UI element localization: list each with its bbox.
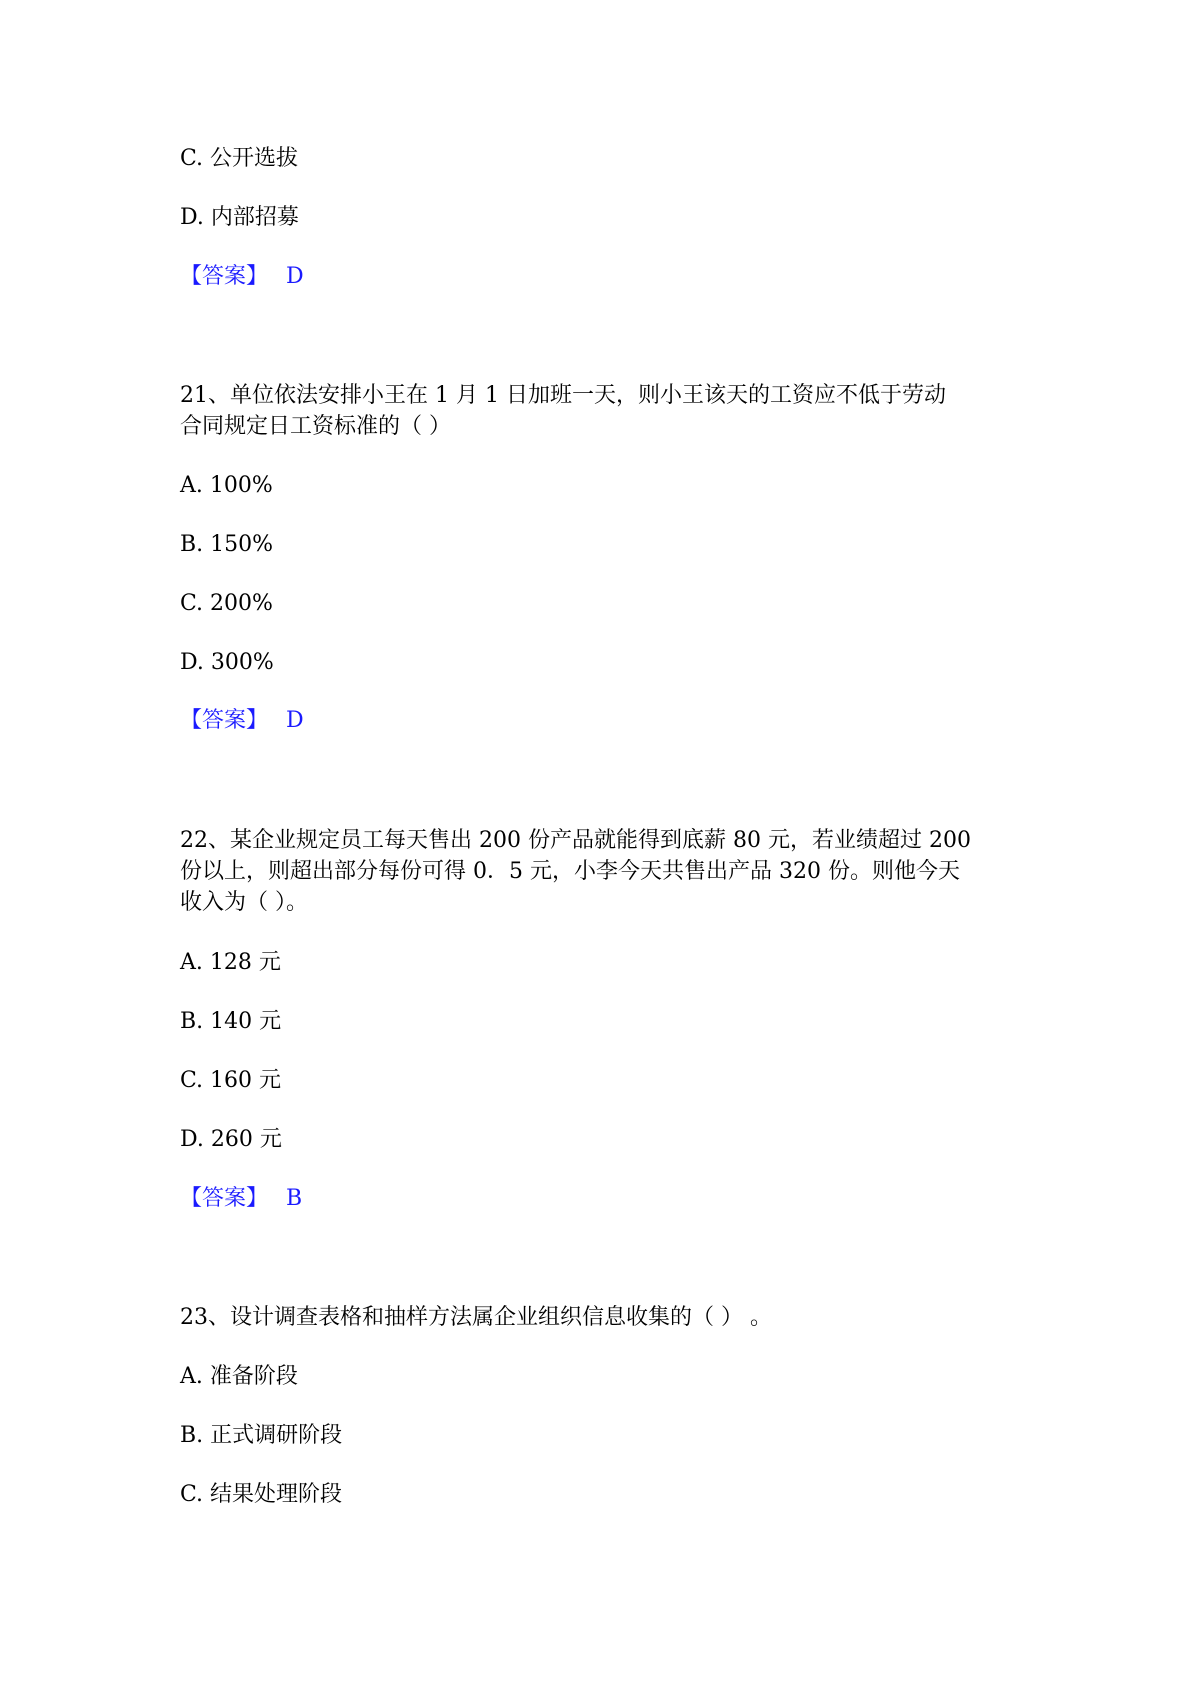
- question-22-option-c: C. 160 元: [180, 1068, 282, 1093]
- question-22-option-a: A. 128 元: [180, 950, 281, 975]
- answer-value: B: [286, 1186, 303, 1211]
- question-21-stem-line-1: 21、单位依法安排小王在 1 月 1 日加班一天，则小王该天的工资应不低于劳动: [180, 383, 946, 408]
- option-d: D. 内部招募: [180, 205, 299, 230]
- question-21-answer: [180, 706, 304, 736]
- question-21-stem-line-2: 合同规定日工资标准的（ ）: [180, 414, 451, 439]
- answer-label: 【答案】: [180, 708, 269, 733]
- answer-line: [180, 262, 304, 292]
- question-21-option-a: A. 100%: [180, 473, 273, 498]
- question-23-option-a: A. 准备阶段: [180, 1364, 298, 1389]
- question-22-option-b: B. 140 元: [180, 1009, 282, 1034]
- question-21-option-c: C. 200%: [180, 591, 273, 616]
- question-21-option-b: B. 150%: [180, 532, 274, 557]
- answer-value: D: [286, 264, 304, 289]
- question-22-stem-line-1: 22、某企业规定员工每天售出 200 份产品就能得到底薪 80 元，若业绩超过 200: [180, 828, 971, 853]
- question-23-stem-line-1: 23、设计调查表格和抽样方法属企业组织信息收集的（ ） 。: [180, 1305, 772, 1330]
- answer-label: 【答案】: [180, 264, 269, 289]
- question-23-option-c: C. 结果处理阶段: [180, 1482, 343, 1507]
- question-22-stem-line-3: 收入为（ ）。: [180, 890, 308, 915]
- question-22-answer: [180, 1184, 302, 1214]
- question-21-option-d: D. 300%: [180, 650, 274, 675]
- question-22-stem-line-2: 份以上，则超出部分每份可得 0．5 元，小李今天共售出产品 320 份。则他今天: [180, 859, 960, 884]
- option-c: C. 公开选拔: [180, 146, 299, 171]
- question-22-option-d: D. 260 元: [180, 1127, 282, 1152]
- question-23-option-b: B. 正式调研阶段: [180, 1423, 343, 1448]
- answer-value: D: [286, 708, 304, 733]
- answer-label: 【答案】: [180, 1186, 269, 1211]
